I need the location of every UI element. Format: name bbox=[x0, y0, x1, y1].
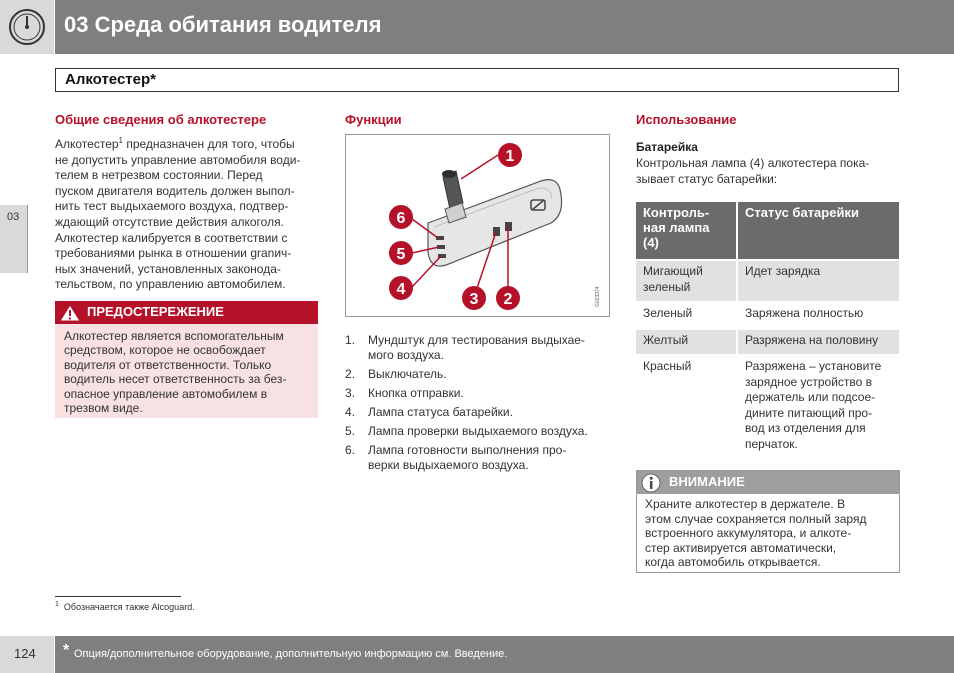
functions-list bbox=[345, 333, 610, 477]
note-line: стер активируется автоматически, bbox=[645, 540, 837, 555]
warning-line: водителя от ответственности. Только bbox=[64, 357, 272, 372]
warning-line: водитель несет ответственность за без- bbox=[64, 372, 287, 387]
warning-box bbox=[55, 301, 318, 418]
svg-text:1: 1 bbox=[505, 148, 515, 165]
note-header bbox=[637, 471, 899, 494]
paragraph-line: не допустить управление автомобиля води- bbox=[55, 152, 301, 167]
footer-text: Опция/дополнительное оборудование, дополнительную информацию см. Введение. bbox=[74, 648, 508, 660]
breathalyzer-illustration bbox=[346, 135, 609, 316]
warning-line: трезвом виде. bbox=[64, 401, 143, 416]
section-title: Алкотестер* bbox=[65, 71, 156, 88]
callout-2 bbox=[496, 286, 520, 310]
callout-1 bbox=[498, 143, 522, 167]
page-number: 124 bbox=[14, 646, 36, 661]
note-box bbox=[636, 470, 900, 573]
figure-code: G023374 bbox=[595, 286, 601, 307]
battery-subheading: Батарейка bbox=[636, 140, 698, 154]
paragraph-line: Алкотестер$^1$ предназначен для того, чтобы bbox=[55, 136, 295, 151]
table-row bbox=[636, 355, 899, 458]
table-row bbox=[636, 302, 899, 329]
table-cell-lamp: Красный bbox=[636, 355, 737, 458]
list-item: 6. Лампа готовности выполнения про- верки выдыхаемого воздуха. bbox=[345, 443, 567, 472]
svg-text:6: 6 bbox=[396, 210, 406, 227]
callout-3 bbox=[462, 286, 486, 310]
breathalyzer-figure bbox=[345, 134, 610, 317]
functions-heading: Функции bbox=[345, 112, 402, 127]
chapter-tab-number: 03 bbox=[7, 211, 20, 223]
paragraph-line: телем в нетрезвом состоянии. Перед bbox=[55, 168, 263, 183]
callout-4 bbox=[389, 276, 413, 300]
paragraph-line: пуском двигателя водитель должен выпол- bbox=[55, 183, 295, 198]
callout-5 bbox=[389, 241, 413, 265]
list-item: 3. Кнопка отправки. bbox=[345, 386, 464, 400]
table-cell-status: Разряжена на половину bbox=[737, 329, 899, 356]
chapter-side-tab bbox=[0, 205, 28, 273]
table-header-row bbox=[636, 202, 899, 260]
footnote-rule bbox=[55, 596, 181, 597]
general-heading: Общие сведения об алкотестере bbox=[55, 112, 267, 127]
table-row bbox=[636, 260, 899, 302]
footnote: $^1$ Обозначается также Alcoguard. bbox=[55, 601, 195, 612]
table-cell-lamp: Зеленый bbox=[636, 302, 737, 329]
note-line: Храните алкотестер в держателе. В bbox=[645, 497, 846, 511]
battery-status-table bbox=[636, 202, 899, 458]
footer-bar bbox=[55, 636, 954, 673]
note-text bbox=[645, 497, 893, 570]
paragraph-line: ных значений, установленных законода- bbox=[55, 261, 281, 276]
usage-heading: Использование bbox=[636, 112, 737, 127]
callout-6 bbox=[389, 205, 413, 229]
table-cell-lamp: Желтый bbox=[636, 329, 737, 356]
warning-text bbox=[64, 329, 312, 415]
footer-page-box bbox=[0, 636, 54, 673]
note-line: этом случае сохраняется полный заряд bbox=[645, 511, 867, 526]
table-header-lamp: Контроль- ная лампа (4) bbox=[636, 202, 737, 260]
paragraph-line: тельством, по управлению автомобилем. bbox=[55, 277, 286, 292]
warning-header bbox=[55, 301, 318, 324]
footer-star: * bbox=[63, 642, 70, 659]
paragraph-line: Алкотестер калибруется в соответствии с bbox=[55, 230, 288, 245]
note-line: встроенного аккумулятора, и алкоте- bbox=[645, 526, 852, 540]
svg-text:5: 5 bbox=[396, 246, 406, 263]
warning-line: Алкотестер является вспомогательным bbox=[64, 329, 284, 343]
note-title: ВНИМАНИЕ bbox=[669, 474, 745, 489]
speedometer-icon bbox=[0, 0, 54, 54]
list-item: 1. Мундштук для тестирования выдыхае- мого воздуха. bbox=[345, 333, 585, 362]
list-item: 5. Лампа проверки выдыхаемого воздуха. bbox=[345, 424, 588, 438]
chapter-title: 03 Среда обитания водителя bbox=[64, 12, 382, 37]
warning-line: опасное управление автомобилем в bbox=[64, 386, 268, 401]
warning-line: средством, которое не освобождает bbox=[64, 343, 266, 358]
table-row bbox=[636, 329, 899, 356]
table-cell-lamp: Мигающий зеленый bbox=[636, 260, 737, 302]
table-cell-status: Идет зарядка bbox=[737, 260, 899, 302]
footnote-ref: 1 bbox=[118, 136, 123, 145]
table-cell-status: Заряжена полностью bbox=[737, 302, 899, 329]
general-paragraph bbox=[55, 133, 320, 293]
table-cell-status: Разряжена – установите зарядное устройство в держатель или подсое- дините питающий про- вод из отделения для перчаток. bbox=[737, 355, 899, 458]
paragraph-line: ждающий отсутствие действия алкоголя. bbox=[55, 214, 284, 229]
header-icon-box bbox=[0, 0, 54, 54]
svg-text:4: 4 bbox=[396, 281, 406, 298]
note-line: когда автомобиль открывается. bbox=[645, 555, 821, 569]
warning-triangle-icon bbox=[59, 304, 81, 322]
battery-intro: Контрольная лампа (4) алкотестера пока- зывает статус батарейки: bbox=[636, 156, 870, 186]
list-item: 4. Лампа статуса батарейки. bbox=[345, 405, 513, 419]
svg-text:3: 3 bbox=[469, 291, 479, 308]
section-title-box bbox=[55, 68, 899, 92]
warning-title: ПРЕДОСТЕРЕЖЕНИЕ bbox=[87, 304, 224, 319]
paragraph-line: требованиями рынка в отношении granич- bbox=[55, 246, 292, 261]
list-item: 2. Выключатель. bbox=[345, 367, 447, 381]
info-icon bbox=[641, 473, 661, 493]
svg-text:2: 2 bbox=[503, 291, 513, 308]
paragraph-line: нить тест выдыхаемого воздуха, подтвер- bbox=[55, 199, 289, 214]
table-header-status: Статус батарейки bbox=[737, 202, 899, 260]
